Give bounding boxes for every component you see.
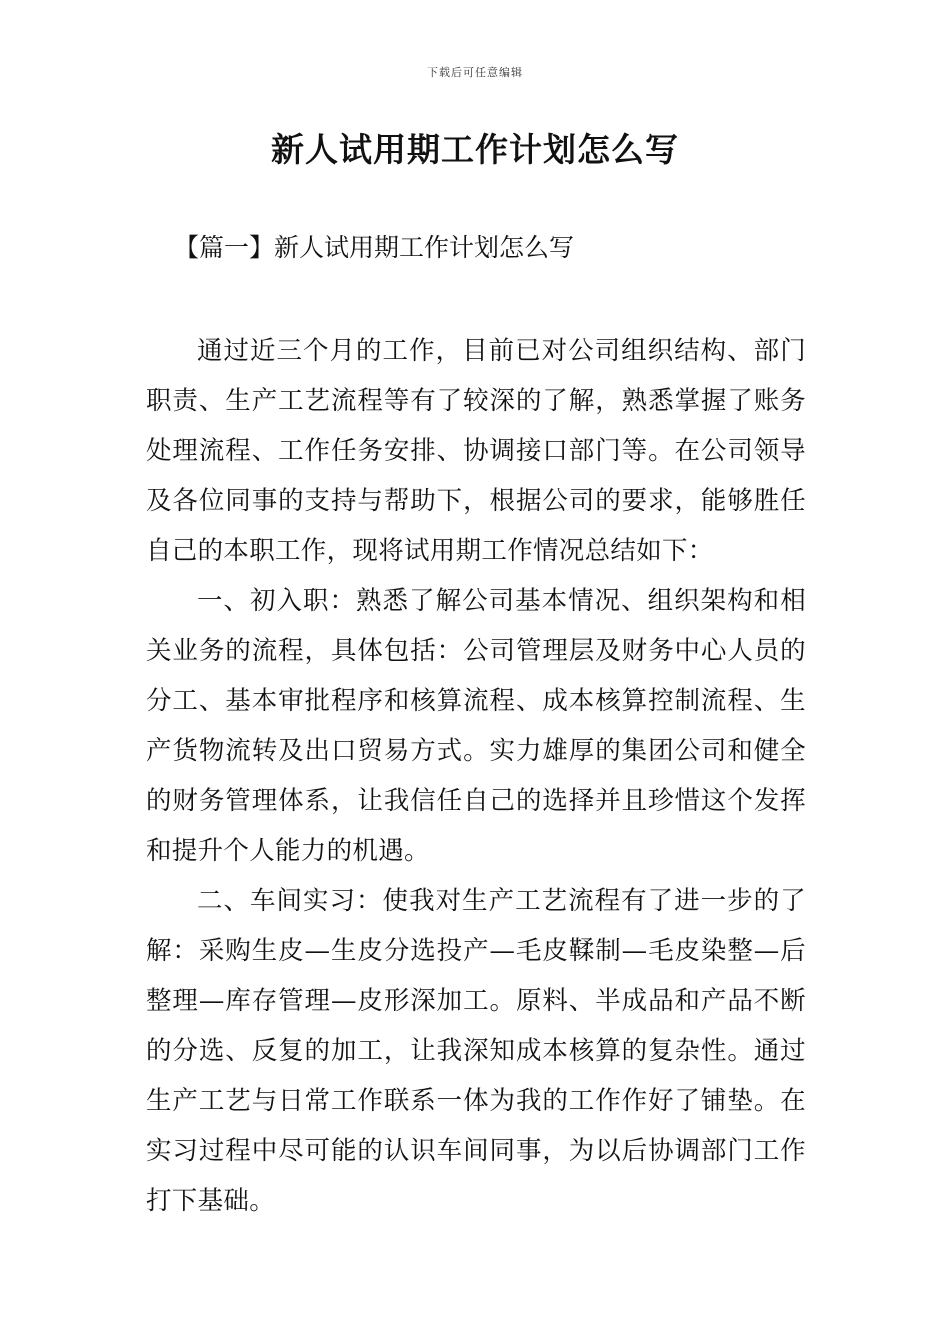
paragraph-onboarding: 一、初入职：熟悉了解公司基本情况、组织架构和相关业务的流程，具体包括：公司管理层及财务中心人员的分工、基本审批程序和核算流程、成本核算控制流程、生产货物流转及出口贸易方式。实力雄厚的集团公司和健全的财务管理体系，让我信任自己的选择并且珍惜这个发挥和提升个人能力的机遇。 [146,586,806,866]
section-heading: 【篇一】新人试用期工作计划怎么写 [174,233,575,262]
header-note: 下载后可任意编辑 [427,66,523,79]
paragraph-intro: 通过近三个月的工作，目前已对公司组织结构、部门职责、生产工艺流程等有了较深的了解，熟悉掌握了账务处理流程、工作任务安排、协调接口部门等。在公司领导及各位同事的支持与帮助下，根据公司的要求，能够胜任自己的本职工作，现将试用期工作情况总结如下： [146,336,806,566]
paragraph-workshop: 二、车间实习：使我对生产工艺流程有了进一步的了解：采购生皮—生皮分选投产—毛皮鞣制—毛皮染整—后整理—库存管理—皮形深加工。原料、半成品和产品不断的分选、反复的加工，让我深知成本核算的复杂性。通过生产工艺与日常工作联系一体为我的工作作好了铺垫。在实习过程中尽可能的认识车间同事，为以后协调部门工作打下基础。 [146,886,806,1216]
document-body [146,326,806,1226]
document-title: 新人试用期工作计划怎么写 [271,130,679,169]
